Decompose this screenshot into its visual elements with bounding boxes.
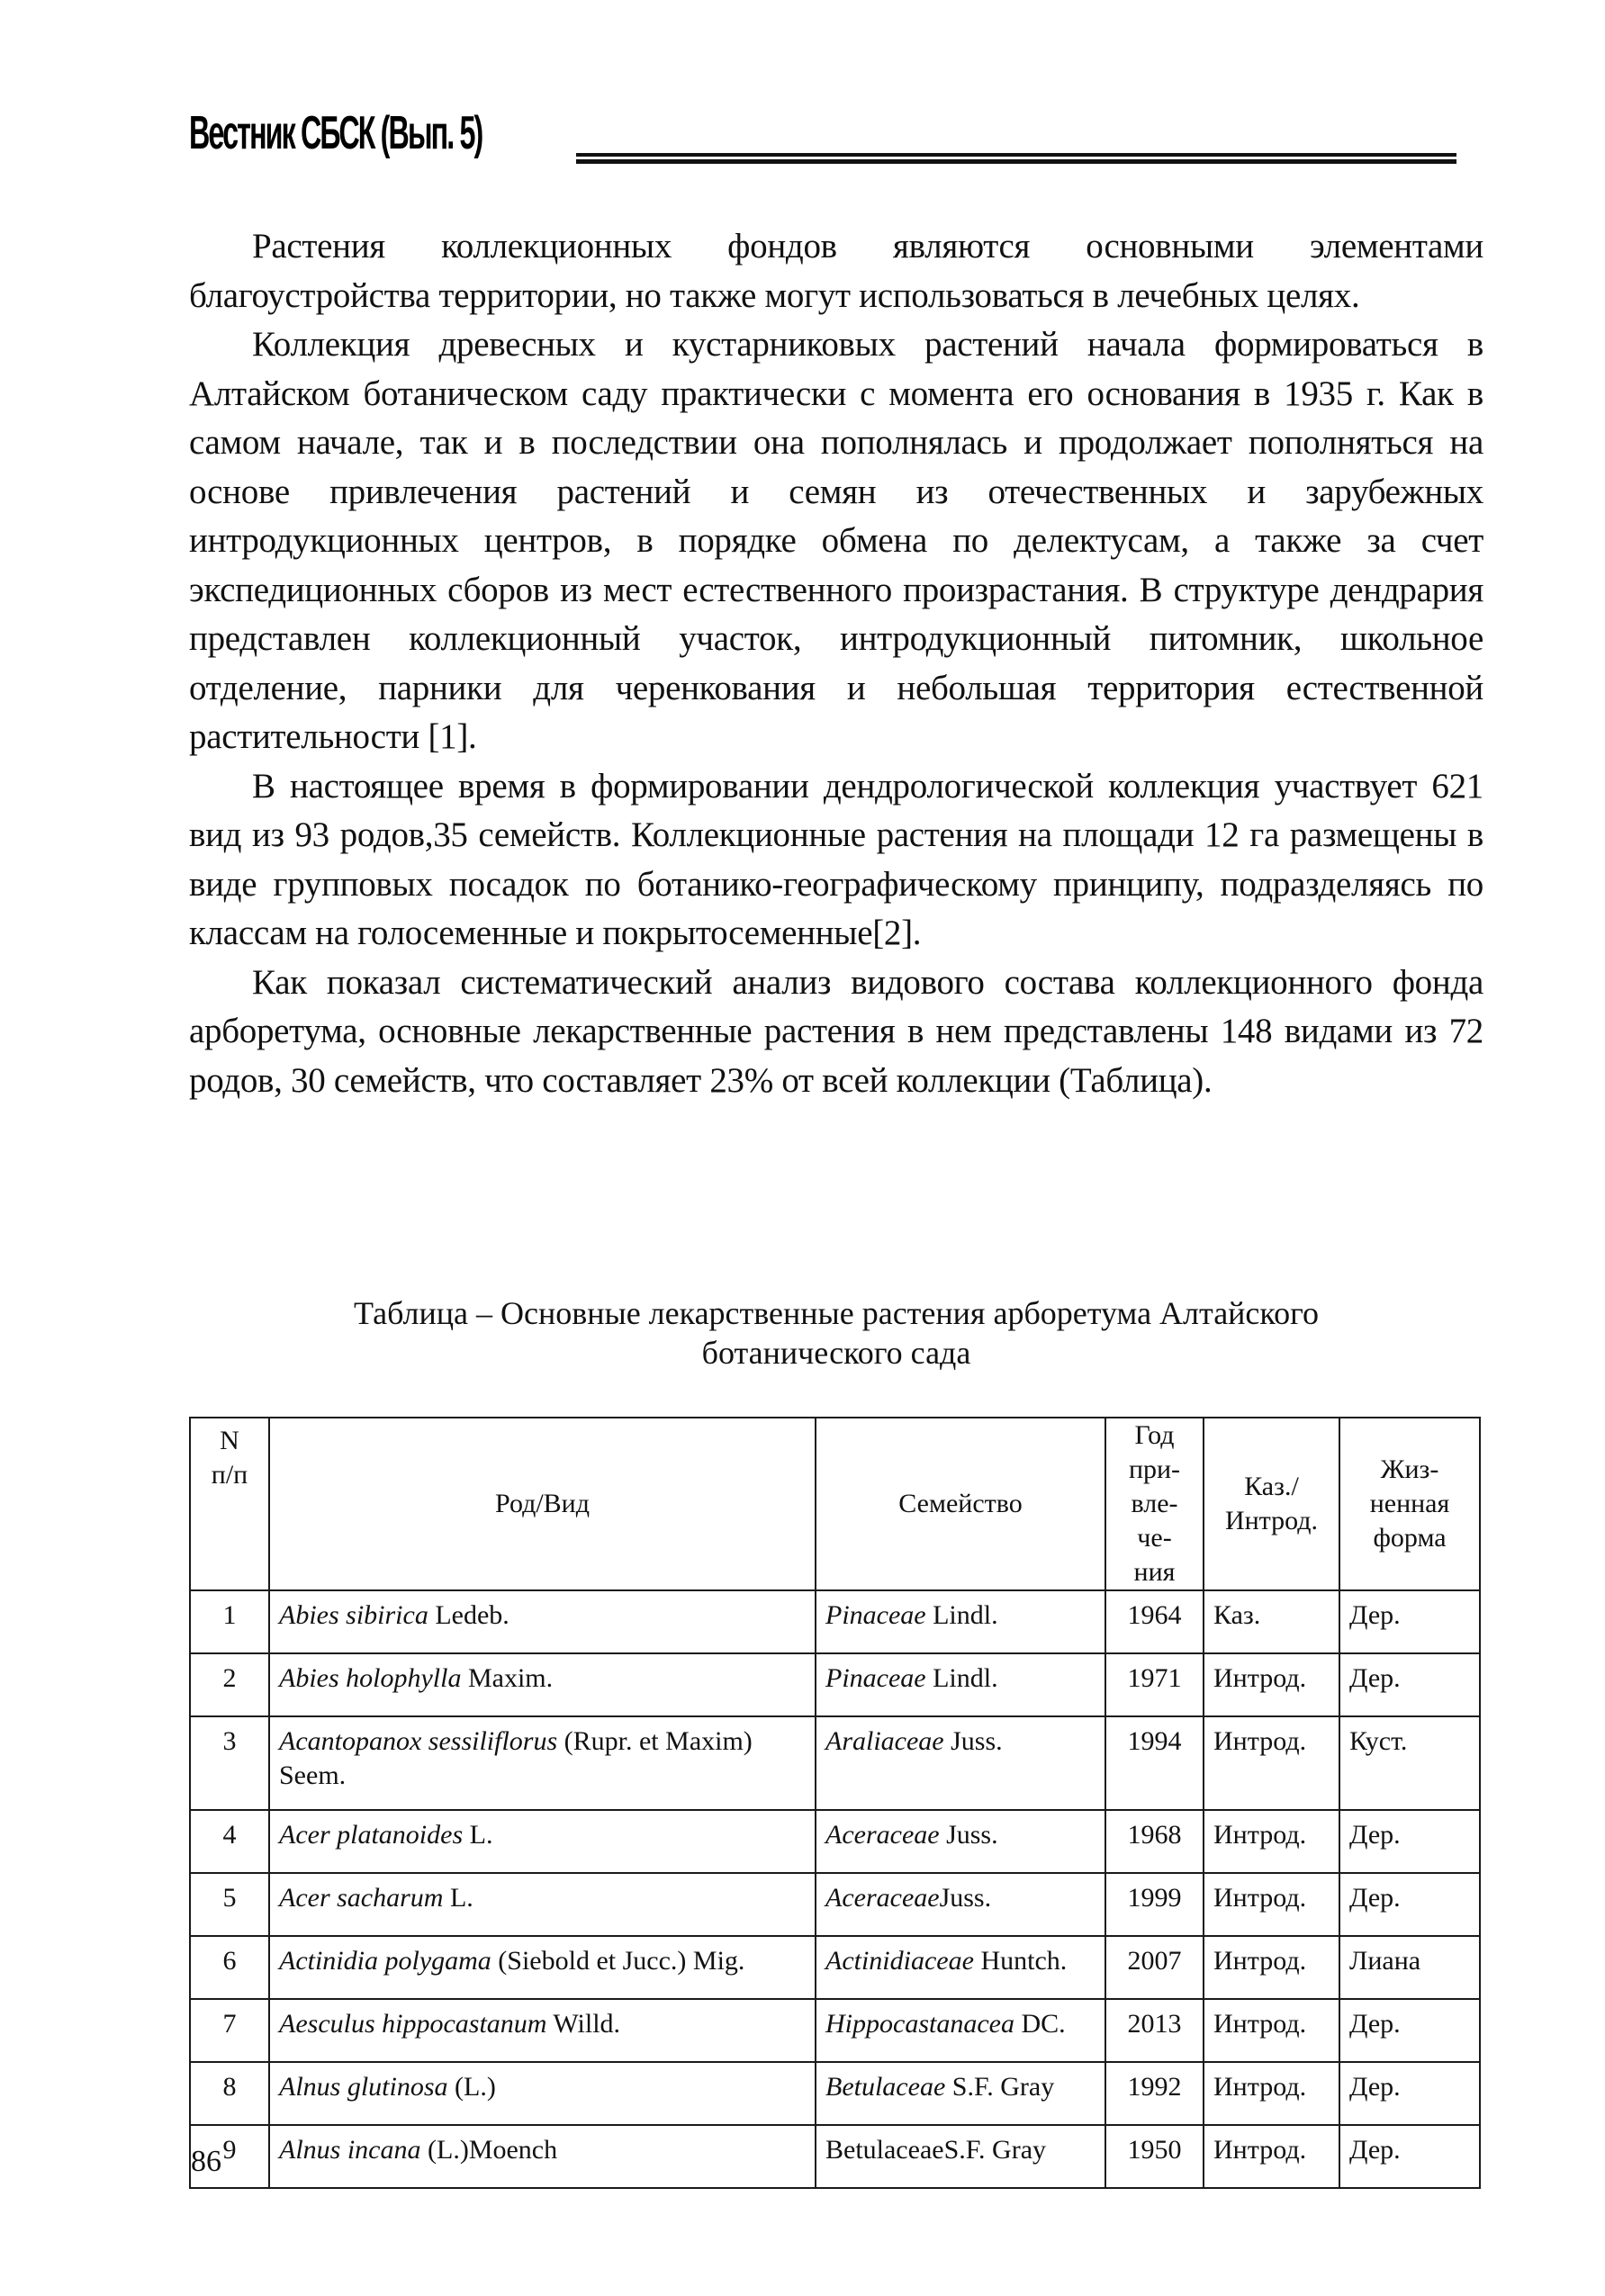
header-genus-species: Род/Вид <box>269 1418 816 1590</box>
header-year-line: че- <box>1137 1523 1172 1553</box>
table-row <box>190 1653 1480 1716</box>
species-name: Acer platanoides <box>279 1820 464 1850</box>
cell-number: 2 <box>190 1653 269 1716</box>
family-author: Juss. <box>939 1883 992 1913</box>
cell-species <box>269 1999 816 2062</box>
species-author: (Siebold et Jucc.) Mig. <box>491 1946 745 1976</box>
cell-origin: Интрод. <box>1204 2125 1339 2188</box>
cell-origin: Интрод. <box>1204 1810 1339 1873</box>
header-origin-line: Интрод. <box>1224 1506 1319 1535</box>
cell-species <box>269 1653 816 1716</box>
cell-family <box>816 1590 1105 1653</box>
header-origin <box>1204 1418 1339 1590</box>
species-name: Acantopanox sessiliflorus <box>279 1726 558 1756</box>
species-author: Ledeb. <box>428 1600 509 1630</box>
family-name: Aceraceae <box>825 1820 940 1850</box>
header-year-line: ния <box>1133 1557 1176 1587</box>
cell-year: 1999 <box>1105 1873 1204 1936</box>
cell-year: 2013 <box>1105 1999 1204 2062</box>
table-row <box>190 1873 1480 1936</box>
cell-lifeform: Куст. <box>1339 1716 1480 1810</box>
cell-year: 1964 <box>1105 1590 1204 1653</box>
header-family: Семейство <box>816 1418 1105 1590</box>
paragraph: Как показал систематический анализ видового состава коллекционного фонда арборетума, основные лекарственные растения в нем представлены 148 видами из 72 родов, 30 семейств, что составляет 23% от всей коллекции (Таблица). <box>189 962 1483 1100</box>
cell-family <box>816 1716 1105 1810</box>
header-number-line: N <box>220 1426 239 1455</box>
cell-year: 1994 <box>1105 1716 1204 1810</box>
table-row <box>190 1810 1480 1873</box>
table-row <box>190 1716 1480 1810</box>
family-name: Aceraceae <box>825 1883 940 1913</box>
family-author: BetulaceaeS.F. Gray <box>825 2135 1047 2165</box>
cell-lifeform: Дер. <box>1339 2125 1480 2188</box>
cell-number: 6 <box>190 1936 269 1999</box>
header-year-line: при- <box>1128 1454 1181 1484</box>
family-name: Pinaceae <box>825 1663 926 1693</box>
cell-species <box>269 1716 816 1810</box>
header-year-line: Год <box>1134 1420 1175 1450</box>
table-row <box>190 2125 1480 2188</box>
cell-species <box>269 1873 816 1936</box>
cell-number: 5 <box>190 1873 269 1936</box>
cell-lifeform: Дер. <box>1339 1873 1480 1936</box>
family-name: Actinidiaceae <box>825 1946 974 1976</box>
cell-number: 7 <box>190 1999 269 2062</box>
cell-origin: Интрод. <box>1204 1873 1339 1936</box>
table-body <box>190 1590 1480 2188</box>
cell-origin: Интрод. <box>1204 1653 1339 1716</box>
table-row <box>190 1999 1480 2062</box>
species-author: Willd. <box>546 2009 621 2039</box>
cell-lifeform: Дер. <box>1339 1810 1480 1873</box>
species-name: Abies sibirica <box>279 1600 428 1630</box>
cell-family <box>816 1653 1105 1716</box>
article-body <box>189 222 1483 1105</box>
cell-family <box>816 1873 1105 1936</box>
cell-lifeform: Дер. <box>1339 1653 1480 1716</box>
table-caption-line: ботанического сада <box>701 1335 971 1371</box>
species-author: L. <box>463 1820 493 1850</box>
header-lifeform-line: Жиз- <box>1380 1454 1439 1484</box>
cell-number: 3 <box>190 1716 269 1810</box>
paragraph: В настоящее время в формировании дендрологической коллекция участвует 621 вид из 93 родов,35 семейств. Коллекционные растения на площади 12 га размещены в виде групповых посадок по ботанико-географическому принципу, подразделяясь по классам на голосеменные и покрытосеменные[2]. <box>189 766 1483 952</box>
header-lifeform-line: ненная <box>1369 1489 1450 1518</box>
header-rule-top <box>576 153 1456 157</box>
species-author: (L.)Moench <box>420 2135 558 2165</box>
cell-year: 1992 <box>1105 2062 1204 2125</box>
running-head <box>189 106 1485 169</box>
species-author: L. <box>443 1883 473 1913</box>
header-year <box>1105 1418 1204 1590</box>
species-name: Aesculus hippocastanum <box>279 2009 547 2039</box>
table-caption <box>189 1293 1483 1373</box>
cell-species <box>269 1590 816 1653</box>
family-name: Araliaceae <box>825 1726 944 1756</box>
table-header-row <box>190 1418 1480 1590</box>
cell-number: 4 <box>190 1810 269 1873</box>
paragraph: Коллекция древесных и кустарниковых растений начала формироваться в Алтайском ботаническом саду практически с момента его основания в 1935 г. Как в самом начале, так и в последствии она пополнялась и продолжает пополняться на основе привлечения растений и семян из отечественных и зарубежных интродукционных центров, в порядке обмена по делектусам, а также за счет экспедиционных сборов из мест естественного произрастания. В структуре дендрария представлен коллекционный участок, интродукционный питомник, школьное отделение, парники для черенкования и небольшая территория естественной растительности [1]. <box>189 325 1483 756</box>
header-origin-line: Каз./ <box>1244 1472 1299 1501</box>
species-name: Acer sacharum <box>279 1883 444 1913</box>
family-name: Pinaceae <box>825 1600 926 1630</box>
journal-title: Вестник СБСК (Вып. 5) <box>189 107 482 159</box>
cell-origin: Каз. <box>1204 1590 1339 1653</box>
cell-origin: Интрод. <box>1204 1716 1339 1810</box>
family-author: DC. <box>1014 2009 1066 2039</box>
cell-lifeform: Дер. <box>1339 2062 1480 2125</box>
header-lifeform <box>1339 1418 1480 1590</box>
family-author: S.F. Gray <box>945 2072 1055 2102</box>
species-author: (Rupr. et Maxim) Seem. <box>279 1726 753 1790</box>
table-row <box>190 1590 1480 1653</box>
cell-family <box>816 1999 1105 2062</box>
cell-lifeform: Дер. <box>1339 1999 1480 2062</box>
species-name: Actinidia polygama <box>279 1946 491 1976</box>
species-name: Alnus incana <box>279 2135 421 2165</box>
header-number-line: п/п <box>211 1460 248 1490</box>
cell-lifeform: Дер. <box>1339 1590 1480 1653</box>
cell-family <box>816 2062 1105 2125</box>
header-year-line: вле- <box>1131 1489 1178 1518</box>
cell-family <box>816 1936 1105 1999</box>
table-caption-line: Таблица – Основные лекарственные растения арборетума Алтайского <box>354 1295 1319 1331</box>
page-number: 86 <box>191 2145 221 2178</box>
cell-species <box>269 2125 816 2188</box>
cell-family <box>816 2125 1105 2188</box>
family-author: Lindl. <box>925 1663 998 1693</box>
family-author: Juss. <box>939 1820 998 1850</box>
cell-lifeform: Лиана <box>1339 1936 1480 1999</box>
header-number <box>190 1418 269 1590</box>
medicinal-plants-table <box>189 1417 1481 2189</box>
cell-origin: Интрод. <box>1204 2062 1339 2125</box>
header-lifeform-line: форма <box>1373 1523 1447 1553</box>
paragraph: Растения коллекционных фондов являются основными элементами благоустройства территории, но также могут использоваться в лечебных целях. <box>189 227 1483 315</box>
cell-origin: Интрод. <box>1204 1999 1339 2062</box>
family-name: Betulaceae <box>825 2072 946 2102</box>
cell-number: 8 <box>190 2062 269 2125</box>
table-row <box>190 2062 1480 2125</box>
species-author: (L.) <box>447 2072 496 2102</box>
cell-number: 1 <box>190 1590 269 1653</box>
cell-species <box>269 1936 816 1999</box>
family-name: Hippocastanacea <box>825 2009 1014 2039</box>
species-name: Alnus glutinosa <box>279 2072 448 2102</box>
species-author: Maxim. <box>461 1663 554 1693</box>
family-author: Lindl. <box>925 1600 998 1630</box>
cell-family <box>816 1810 1105 1873</box>
family-author: Juss. <box>943 1726 1003 1756</box>
family-author: Huntch. <box>973 1946 1068 1976</box>
cell-year: 1950 <box>1105 2125 1204 2188</box>
cell-year: 1968 <box>1105 1810 1204 1873</box>
cell-year: 1971 <box>1105 1653 1204 1716</box>
cell-origin: Интрод. <box>1204 1936 1339 1999</box>
cell-number: 9 <box>190 2125 269 2188</box>
species-name: Abies holophylla <box>279 1663 462 1693</box>
header-rule-bottom <box>576 159 1456 164</box>
cell-species <box>269 1810 816 1873</box>
cell-species <box>269 2062 816 2125</box>
table-row <box>190 1936 1480 1999</box>
cell-year: 2007 <box>1105 1936 1204 1999</box>
